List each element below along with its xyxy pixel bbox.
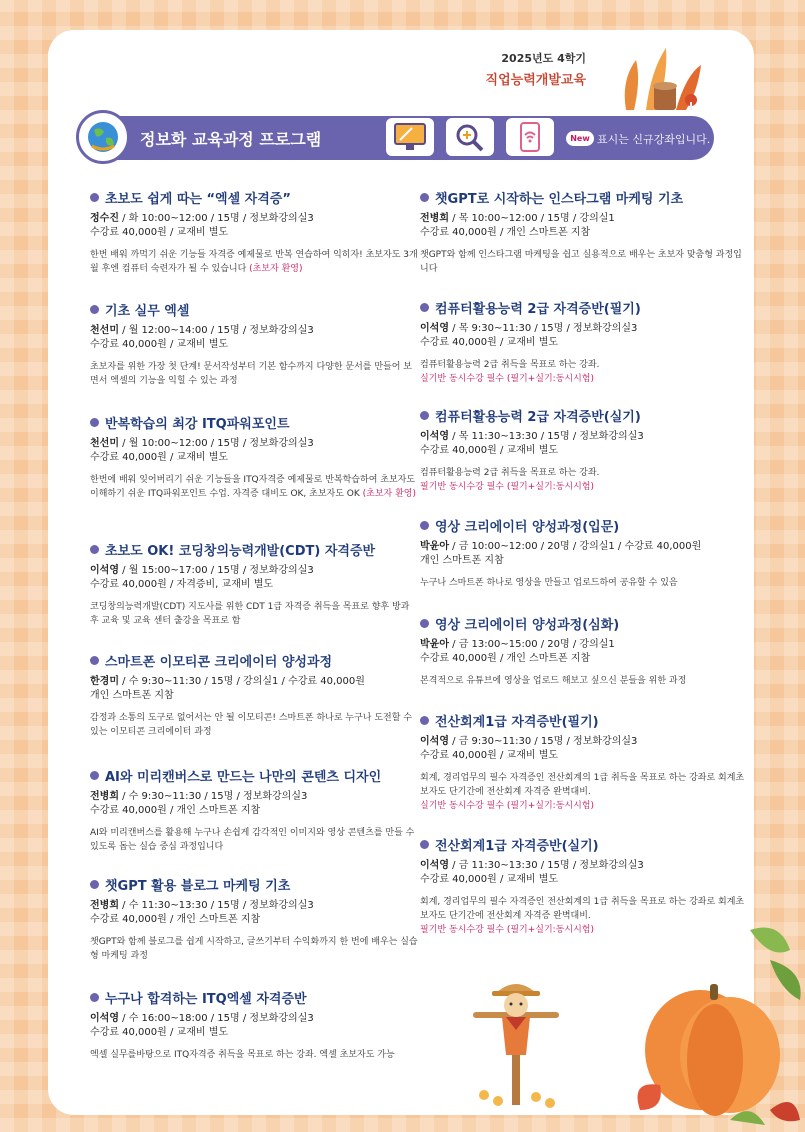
description: 회계, 경리업무의 필수 자격증인 전산회계의 1급 취득을 목표로 하는 강좌로 회계초보자도 단기간에 전산회계 자격증 완벽대비. [420,897,745,921]
bullet-icon [420,716,429,725]
course-item [90,300,420,388]
course-item [90,875,420,963]
bullet-icon [90,418,99,427]
description: 컴퓨터활용능력 2급 취득을 목표로 하는 강좌. [420,360,600,370]
description: 코딩창의능력개발(CDT) 지도사를 위한 CDT 1급 자격증 취득을 목표로 향후 방과 후 교육 및 교육 센터 출강을 목표로 함 [90,602,410,626]
description: 초보자를 위한 가장 첫 단계! 문서작성부터 기본 함수까지 다양한 문서를 만들어 보면서 엑셀의 기능을 익힐 수 있는 과정 [90,362,412,386]
fee: 수강료 40,000원 / 개인 스마트폰 지참 [420,227,591,238]
course-item [90,988,420,1062]
course-title: AI와 미리캔버스로 만드는 나만의 콘텐츠 디자인 [105,770,382,785]
required-note: 실기반 동시수강 필수 (필기+실기:동시시험) [420,374,594,384]
instructor: 천선미 [90,325,119,336]
instructor: 이석영 [90,565,119,576]
bullet-icon [90,993,99,1002]
schedule: / 월 12:00~14:00 / 15명 / 정보화강의실3 [118,325,314,336]
bullet-icon [420,619,429,628]
description: 챗GPT와 함께 인스타그램 마케팅을 쉽고 실용적으로 배우는 초보자 맞춤형 과정입니다 [420,250,742,274]
description: 누구나 스마트폰 하나로 영상을 만들고 업로드하여 공유할 수 있음 [420,578,678,588]
description: AI와 미리캔버스를 활용해 누구나 손쉽게 감각적인 이미지와 영상 콘텐츠를 만들 수 있도록 돕는 실습 중심 과정입니다 [90,828,415,852]
autumn-tree-illustration [606,40,716,116]
description: 엑셀 실무를바탕으로 ITQ자격증 취득을 목표로 하는 강좌. 엑셀 초보자도 가능 [90,1050,395,1060]
fee: 수강료 40,000원 / 교재비 별도 [420,750,559,761]
fee: 수강료 40,000원 / 자격증비, 교재비 별도 [90,579,274,590]
schedule: / 화 10:00~12:00 / 15명 / 정보화강의실3 [118,213,314,224]
instructor: 박윤아 [420,639,449,650]
fee: 수강료 40,000원 / 교재비 별도 [90,227,229,238]
bullet-icon [90,305,99,314]
schedule: / 월 10:00~12:00 / 15명 / 정보화강의실3 [118,438,314,449]
instructor: 전병희 [90,791,119,802]
course-title: 컴퓨터활용능력 2급 자격증반(필기) [435,302,641,317]
fee: 수강료 40,000원 / 교재비 별도 [90,339,229,350]
instructor: 정수진 [90,213,119,224]
course-title: 영상 크리에이터 양성과정(입문) [435,520,620,535]
bullet-icon [420,411,429,420]
fee: 수강료 40,000원 / 개인 스마트폰 지참 [90,914,261,925]
instructor: 천선미 [90,438,119,449]
instructor: 이석영 [420,860,449,871]
schedule: / 금 9:30~11:30 / 15명 / 정보화강의실3 [448,736,638,747]
search-plus-icon [446,118,494,156]
required-note: 실기반 동시수강 필수 (필기+실기:동시시험) [420,801,594,811]
description: 회계, 경리업무의 필수 자격증인 전산회계의 1급 취득을 목표로 하는 강좌로 회계초보자도 단기간에 전산회계 자격증 완벽대비. [420,773,745,797]
course-item [420,711,750,813]
monitor-icon [386,118,434,156]
required-note: 필기반 동시수강 필수 (필기+실기:동시시험) [420,482,594,492]
fee: 수강료 40,000원 / 교재비 별도 [420,874,559,885]
description: 컴퓨터활용능력 2급 취득을 목표로 하는 강좌. [420,468,600,478]
course-item [420,188,750,276]
schedule: / 목 10:00~12:00 / 15명 / 강의실1 [448,213,615,224]
instructor: 전병희 [90,900,119,911]
instructor: 이석영 [420,431,449,442]
fee: 수강료 40,000원 / 교재비 별도 [420,445,559,456]
course-title: 전산회계1급 자격증반(필기) [435,715,599,730]
fee: 수강료 40,000원 / 교재비 별도 [90,1027,229,1038]
course-item [90,766,420,854]
schedule: / 수 16:00~18:00 / 15명 / 정보화강의실3 [118,1013,314,1024]
course-title: 반복학습의 최강 ITQ파워포인트 [105,417,290,432]
description: 챗GPT와 함께 블로그를 쉽게 시작하고, 글쓰기부터 수익화까지 한 번에 배우는 실습형 마케팅 과정 [90,937,418,961]
schedule: / 금 11:30~13:30 / 15명 / 정보화강의실3 [448,860,644,871]
bullet-icon [420,303,429,312]
course-title: 컴퓨터활용능력 2급 자격증반(실기) [435,410,641,425]
schedule: / 금 13:00~15:00 / 20명 / 강의실1 [448,639,615,650]
course-item [90,540,420,628]
description: 한번에 배워 잊어버리기 쉬운 기능들을 ITQ자격증 예제물로 반복학습하여 초보자도 이해하기 쉬운 ITQ파워포인트 수업. 자격증 대비도 OK, 초보자도 OK [90,475,416,499]
course-title: 스마트폰 이모티콘 크리에이터 양성과정 [105,655,333,670]
scarecrow-illustration [466,975,566,1115]
bullet-icon [90,880,99,889]
fee: 개인 스마트폰 지참 [90,690,174,701]
bullet-icon [420,840,429,849]
highlight: (초보자 환영) [362,489,417,499]
season-label: 2025년도 4학기 [501,52,586,65]
instructor: 전병희 [420,213,449,224]
highlight: (초보자 환영) [249,264,303,274]
course-title: 영상 크리에이터 양성과정(심화) [435,618,620,633]
fee: 수강료 40,000원 / 개인 스마트폰 지참 [420,653,591,664]
fee: 수강료 40,000원 / 교재비 별도 [420,337,559,348]
schedule: / 수 11:30~13:30 / 15명 / 정보화강의실3 [118,900,314,911]
season-header [482,50,586,88]
course-title: 챗GPT 활용 블로그 마케팅 기초 [105,879,291,894]
course-item [420,516,750,590]
instructor: 이석영 [420,736,449,747]
description: 감정과 소통의 도구로 없어서는 안 될 이모티콘! 스마트폰 하나로 누구나 도전할 수 있는 이모티콘 크리에이터 과정 [90,713,412,737]
fee: 수강료 40,000원 / 개인 스마트폰 지참 [90,805,261,816]
bullet-icon [420,521,429,530]
required-note: 필기반 동시수강 필수 (필기+실기:동시시험) [420,925,594,935]
fee: 개인 스마트폰 지참 [420,555,504,566]
description: 본격적으로 유튜브에 영상을 업로드 해보고 싶으신 분들을 위한 과정 [420,676,687,686]
bullet-icon [90,656,99,665]
program-type: 직업능력개발교육 [485,73,586,88]
tablet-wifi-icon [506,118,554,156]
pumpkin-illustration [620,920,805,1132]
course-item [90,188,420,276]
globe-icon [76,110,130,164]
course-title: 초보도 OK! 코딩창의능력개발(CDT) 자격증반 [105,544,376,559]
new-note: 표시는 신규강좌입니다. [597,133,711,146]
bullet-icon [90,771,99,780]
course-title: 전산회계1급 자격증반(실기) [435,839,599,854]
course-item [420,298,750,386]
fee: 수강료 40,000원 / 교재비 별도 [90,452,229,463]
banner-title: 정보화 교육과정 프로그램 [140,130,322,149]
schedule: / 수 9:30~11:30 / 15명 / 정보화강의실3 [118,791,308,802]
course-item [420,614,750,688]
instructor: 이석영 [420,323,449,334]
new-badge: New [566,131,594,146]
course-title: 기초 실무 엑셀 [105,304,190,319]
schedule: / 목 9:30~11:30 / 15명 / 정보화강의실3 [448,323,638,334]
schedule: / 수 9:30~11:30 / 15명 / 강의실1 / 수강료 40,000원 [118,676,365,687]
instructor: 한경미 [90,676,119,687]
description: 한번 배워 까먹기 쉬운 기능들 자격증 예제물로 반복 연습하여 익히자! 초보자도 3개월 후엔 컴퓨터 숙련자가 될 수 있습니다 [90,250,418,274]
course-title: 초보도 쉽게 따는 “엑셀 자격증” [105,192,291,207]
instructor: 이석영 [90,1013,119,1024]
course-item [420,406,750,494]
schedule: / 금 10:00~12:00 / 20명 / 강의실1 / 수강료 40,000원 [448,541,702,552]
instructor: 박윤아 [420,541,449,552]
bullet-icon [90,193,99,202]
course-title: 누구나 합격하는 ITQ엑셀 자격증반 [105,992,307,1007]
bullet-icon [90,545,99,554]
bullet-icon [420,193,429,202]
course-title: 챗GPT로 시작하는 인스타그램 마케팅 기초 [435,192,684,207]
course-item [90,651,420,739]
schedule: / 월 15:00~17:00 / 15명 / 정보화강의실3 [118,565,314,576]
course-item [90,413,420,501]
schedule: / 목 11:30~13:30 / 15명 / 정보화강의실3 [448,431,644,442]
